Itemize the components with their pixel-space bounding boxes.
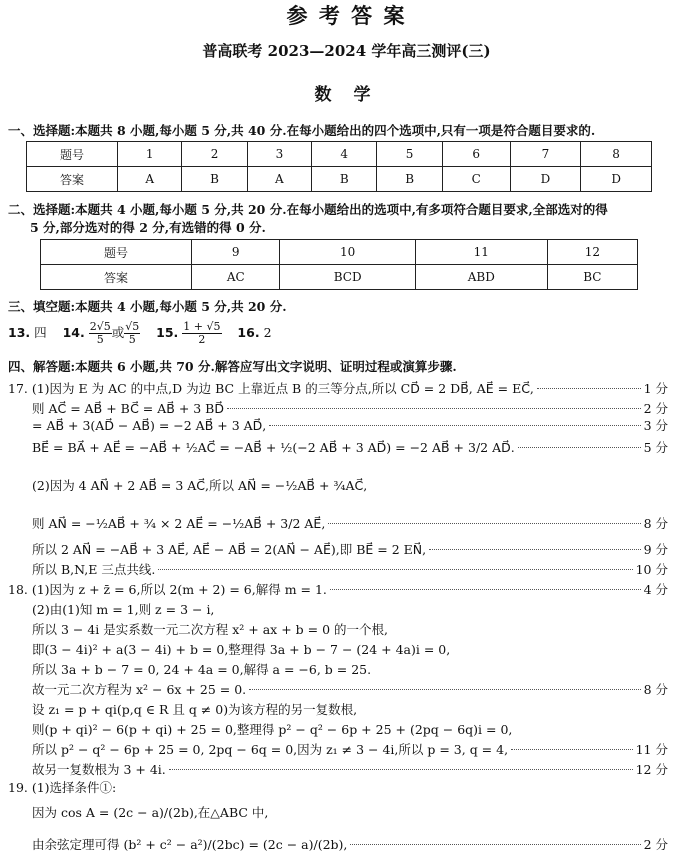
solution-line [32, 640, 668, 658]
solution-line [32, 680, 668, 698]
solution-text: 18. (1)因为 z + z̄ = 6,所以 2(m + 2) = 6,解得 m = 1. [8, 582, 327, 597]
solution-text: 所以 3 − 4i 是实系数一元二次方程 x² + ax + b = 0 的一个根, [32, 622, 388, 637]
solution-line [32, 540, 668, 558]
solution-line [8, 778, 668, 796]
solution-text: 则 AC⃗ = AB⃗ + BC⃗ = AB⃗ + 3 BD⃗ [32, 401, 224, 416]
answer-cell: A [118, 167, 182, 192]
solution-text: (2)由(1)知 m = 1,则 z = 3 − i, [32, 602, 215, 617]
question-number-cell: 8 [581, 142, 652, 167]
score-points: 3 分 [643, 418, 668, 433]
solution-line [32, 803, 668, 821]
q16-number: 16. [237, 325, 260, 340]
answer-cell: BCD [280, 265, 415, 290]
solution-text: 即(3 − 4i)² + a(3 − 4i) + b = 0,整理得 3a + b − 7 − (24 + 4a)i = 0, [32, 642, 451, 657]
score-points: 9 分 [643, 542, 668, 557]
question-number-cell: 1 [118, 142, 182, 167]
solution-text: 19. (1)选择条件①: [8, 780, 117, 795]
solution-line [8, 379, 668, 397]
question-number-cell: 2 [182, 142, 247, 167]
subject-heading: 数 学 [314, 85, 379, 105]
section4-heading: 四、解答题:本题共 6 小题,共 70 分.解答应写出文字说明、证明过程或演算步骤. [8, 359, 457, 374]
q16-answer: 2 [263, 325, 272, 340]
dot-leader [330, 589, 641, 590]
question-number-cell: 10 [280, 240, 415, 265]
score-points: 4 分 [643, 582, 668, 597]
solution-line [32, 438, 668, 456]
q14-number: 14. [62, 325, 85, 340]
answer-cell: AC [192, 265, 280, 290]
solution-line [32, 835, 668, 853]
score-points: 10 分 [635, 562, 668, 577]
answer-cell: B [182, 167, 247, 192]
dot-leader [249, 689, 640, 690]
answer-cell: A [247, 167, 311, 192]
section1-heading: 一、选择题:本题共 8 小题,每小题 5 分,共 40 分.在每小题给出的四个选项中,只有一项是符合题目要求的. [8, 123, 596, 138]
dot-leader [227, 408, 641, 409]
solution-text: 故一元二次方程为 x² − 6x + 25 = 0. [32, 682, 247, 697]
dot-leader [328, 523, 640, 524]
table-row-label-answer: 答案 [41, 265, 192, 290]
solution-line [32, 760, 668, 778]
solution-line [32, 720, 668, 738]
table-row-label-question: 题号 [41, 240, 192, 265]
solution-text: 由余弦定理可得 (b² + c² − a²)/(2bc) = (2c − a)/(2b), [32, 837, 348, 852]
solution-text: = AB⃗ + 3(AD⃗ − AB⃗) = −2 AB⃗ + 3 AD⃗, [32, 418, 267, 433]
dot-leader [518, 447, 641, 448]
solution-text: 因为 cos A = (2c − a)/(2b),在△ABC 中, [32, 805, 269, 820]
dot-leader [158, 569, 632, 570]
solution-line [32, 399, 668, 417]
page-title: 参 考 答 案 [286, 3, 407, 28]
solution-line [32, 700, 668, 718]
solution-text: 则(p + qi)² − 6(p + qi) + 25 = 0,整理得 p² − q² − 6p + 25 + (2pq − 6q)i = 0, [32, 722, 513, 737]
dot-leader [429, 549, 640, 550]
answer-cell: B [377, 167, 442, 192]
table-row-label-answer: 答案 [27, 167, 118, 192]
dot-leader [350, 844, 640, 845]
solution-text: 故另一复数根为 3 + 4i. [32, 762, 166, 777]
solution-text: (2)因为 4 AN⃗ + 2 AB⃗ = 3 AC⃗,所以 AN⃗ = −½AB⃗ + ¾AC⃗, [32, 478, 368, 493]
solution-line [32, 600, 668, 618]
table-row-label-question: 题号 [27, 142, 118, 167]
q14-fraction-1: $\frac{2√5}{5}$ [89, 320, 111, 346]
solution-text: 所以 p² − q² − 6p + 25 = 0, 2pq − 6q = 0,因为 z₁ ≠ 3 − 4i,所以 p = 3, q = 4, [32, 742, 509, 757]
solution-text: 所以 B,N,E 三点共线. [32, 562, 156, 577]
solution-line [32, 660, 668, 678]
section2-answer-table [40, 239, 638, 290]
score-points: 2 分 [643, 837, 668, 852]
dot-leader [169, 769, 633, 770]
solution-text: 所以 3a + b − 7 = 0, 24 + 4a = 0,解得 a = −6, b = 25. [32, 662, 372, 677]
score-points: 1 分 [643, 381, 668, 396]
question-number-cell: 11 [415, 240, 547, 265]
exam-subtitle: 普高联考 2023—2024 学年高三测评(三) [202, 42, 491, 60]
section3-heading: 三、填空题:本题共 4 小题,每小题 5 分,共 20 分. [8, 299, 287, 314]
score-points: 8 分 [643, 682, 668, 697]
solution-text: 设 z₁ = p + qi(p,q ∈ R 且 q ≠ 0)为该方程的另一复数根, [32, 702, 358, 717]
score-points: 8 分 [643, 516, 668, 531]
section1-answer-table [26, 141, 652, 192]
question-number-cell: 4 [312, 142, 377, 167]
solution-line [32, 514, 668, 532]
solution-text: 则 AN⃗ = −½AB⃗ + ¾ × 2 AE⃗ = −½AB⃗ + 3/2 AE⃗, [32, 516, 326, 531]
dot-leader [511, 749, 633, 750]
answer-cell: BC [547, 265, 637, 290]
dot-leader [269, 425, 640, 426]
q14-or: 或 [111, 325, 125, 340]
q13-number: 13. [8, 325, 31, 340]
question-number-cell: 7 [510, 142, 581, 167]
question-number-cell: 12 [547, 240, 637, 265]
question-number-cell: 6 [442, 142, 510, 167]
answer-cell: ABD [415, 265, 547, 290]
q15-fraction: $\frac{1 + √5}{2}$ [183, 320, 221, 346]
score-points: 2 分 [643, 401, 668, 416]
answer-cell: C [442, 167, 510, 192]
answer-cell: D [581, 167, 652, 192]
solution-line [32, 560, 668, 578]
solution-line [32, 476, 668, 494]
solution-text: 17. (1)因为 E 为 AC 的中点,D 为边 BC 上靠近点 B 的三等分点,所以 CD⃗ = 2 DB⃗, AE⃗ = EC⃗, [8, 381, 534, 396]
score-points: 5 分 [643, 440, 668, 455]
solution-line [32, 740, 668, 758]
q13-answer: 四 [34, 325, 47, 340]
solution-text: BE⃗ = BA⃗ + AE⃗ = −AB⃗ + ½AC⃗ = −AB⃗ + ½(−2 AB⃗ + 3 AD⃗) = −2 AB⃗ + 3/2 AD⃗. [32, 440, 515, 455]
fill-in-answers [8, 321, 272, 346]
answer-cell: B [312, 167, 377, 192]
solution-line [32, 416, 668, 434]
score-points: 11 分 [635, 742, 668, 757]
question-number-cell: 9 [192, 240, 280, 265]
q15-number: 15. [156, 325, 179, 340]
solution-text: 所以 2 AN⃗ = −AB⃗ + 3 AE⃗, AE⃗ − AB⃗ = 2(AN⃗ − AE⃗),即 BE⃗ = 2 EN⃗, [32, 542, 427, 557]
question-number-cell: 5 [377, 142, 442, 167]
solution-line [8, 580, 668, 598]
solution-line [32, 620, 668, 638]
question-number-cell: 3 [247, 142, 311, 167]
score-points: 12 分 [635, 762, 668, 777]
section2-heading-line1: 二、选择题:本题共 4 小题,每小题 5 分,共 20 分.在每小题给出的选项中,有多项符合题目要求,全部选对的得 [8, 202, 608, 217]
answer-cell: D [510, 167, 581, 192]
section2-heading-line2: 5 分,部分选对的得 2 分,有选错的得 0 分. [30, 220, 266, 235]
dot-leader [537, 388, 641, 389]
q14-fraction-2: $\frac{√5}{5}$ [125, 320, 140, 346]
